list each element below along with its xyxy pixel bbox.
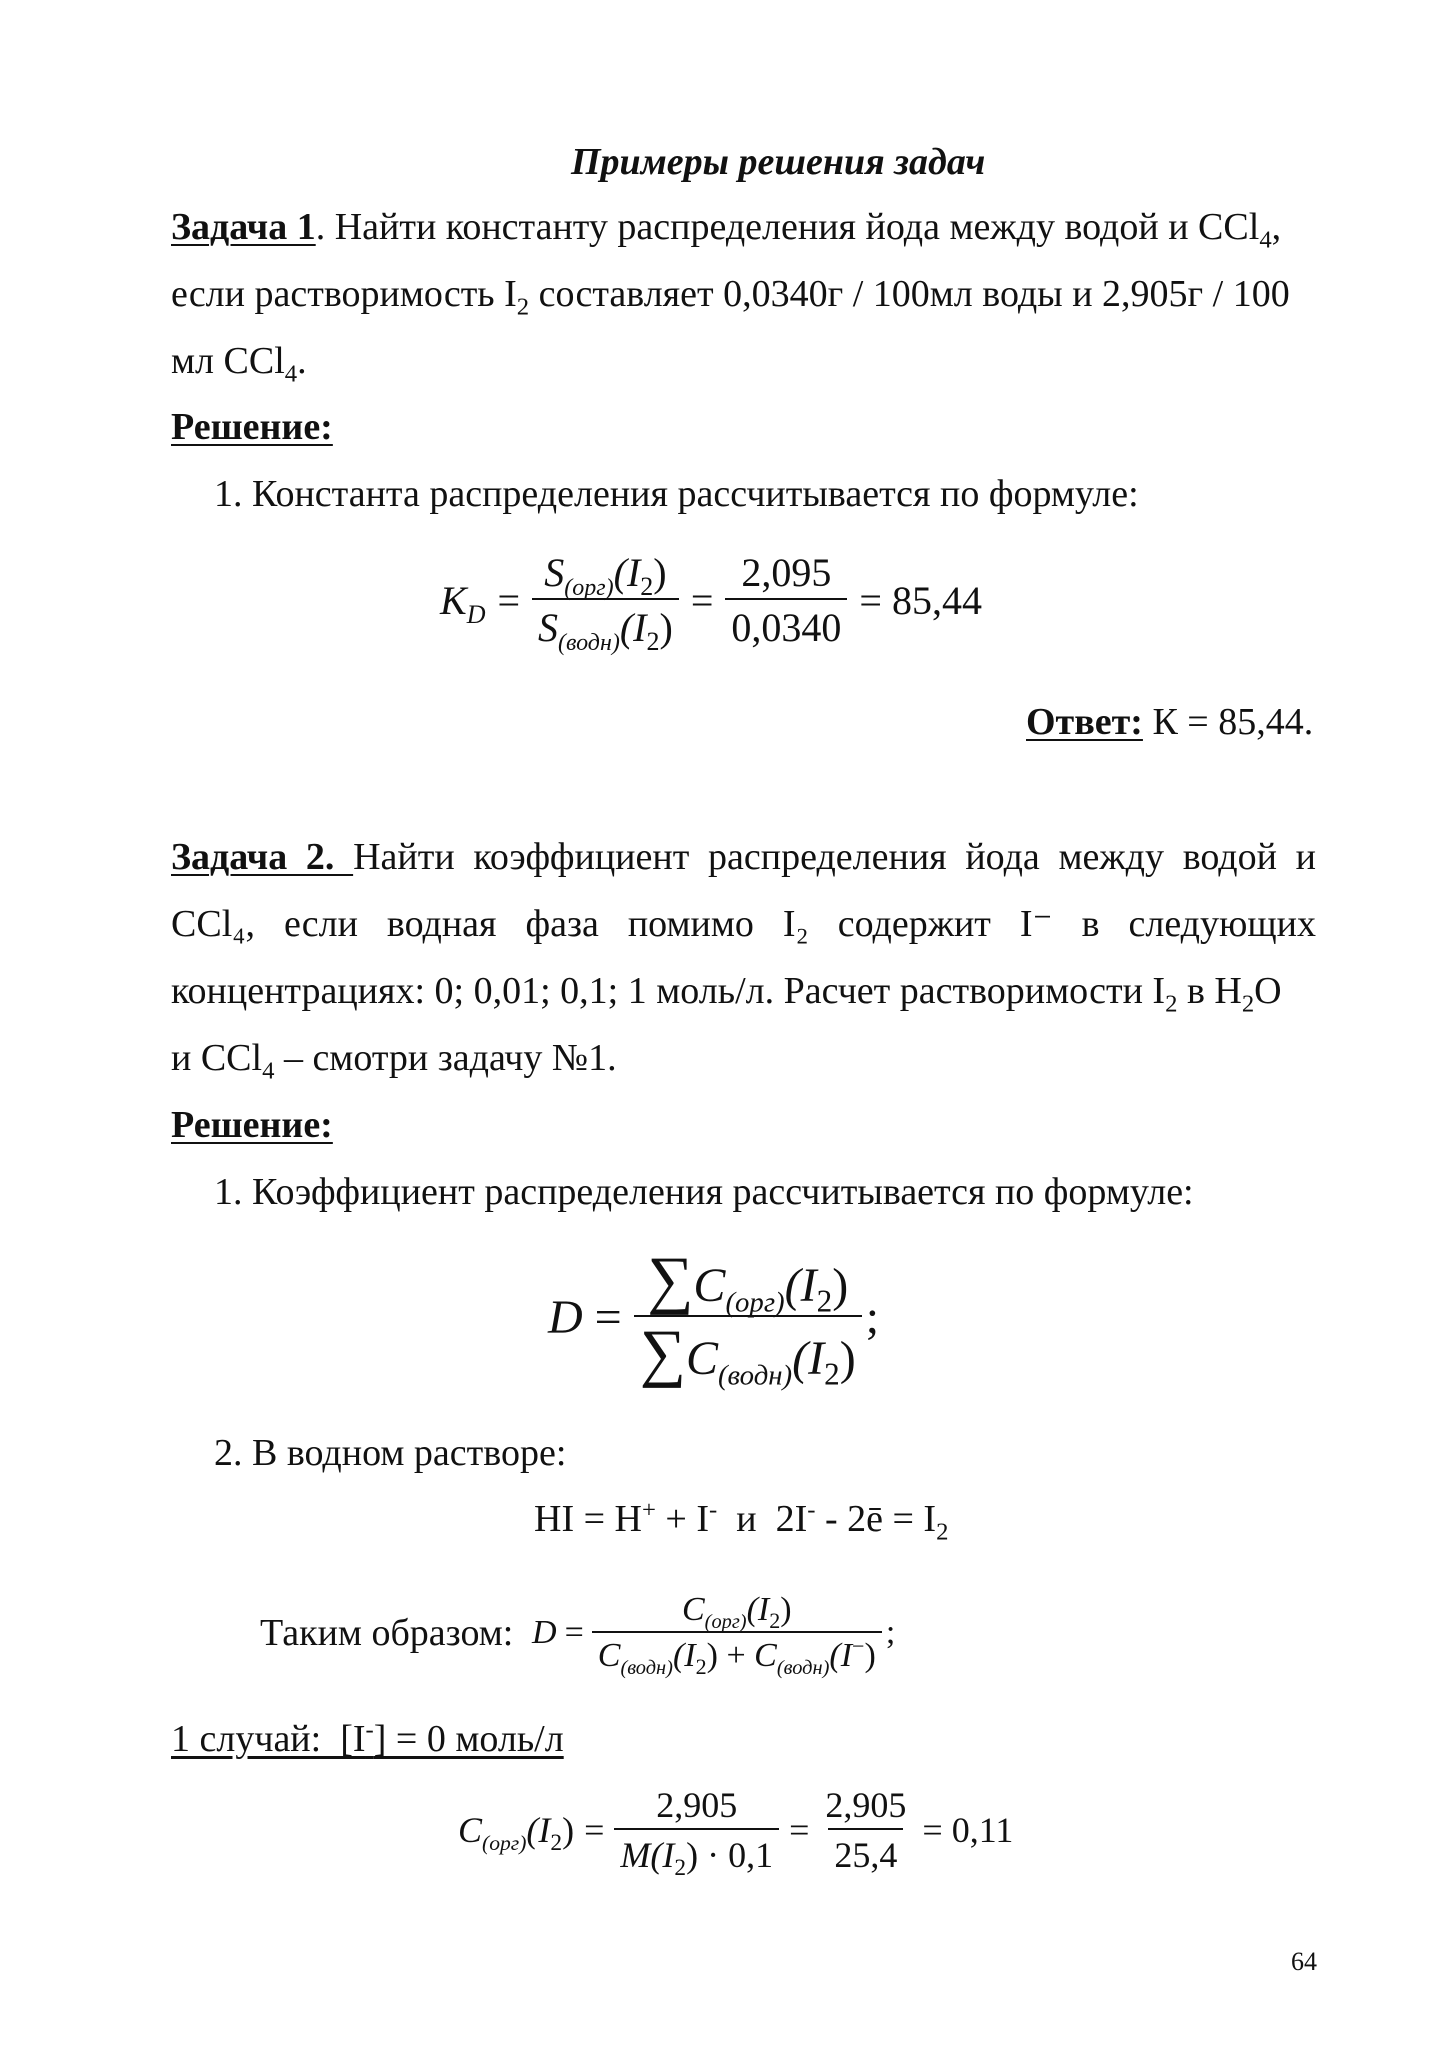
word: если (283, 903, 358, 945)
subscript: 4 (284, 360, 298, 388)
text: мл CCl (171, 340, 285, 382)
equals: = (564, 1614, 584, 1651)
word: в (1081, 903, 1100, 945)
thus-label: Таким образом: (260, 1612, 514, 1654)
section-heading: Примеры решения задач (571, 141, 986, 183)
task1-line2 (171, 273, 1290, 321)
task2-line3 (171, 970, 1282, 1018)
kd-fraction: $\frac{S_{(орг)}(I_2)}{S_{(водн)}(I_2)}$ (532, 549, 679, 651)
task2-step2: 2. В водном растворе: (214, 1432, 567, 1474)
word: фаза (525, 903, 599, 945)
word: водная (386, 903, 497, 945)
semicolon: ; (885, 1614, 896, 1651)
text: составляет 0,0340г / 100мл воды и 2,905г / 100 (529, 273, 1290, 315)
equals: = (594, 1290, 622, 1344)
case1-label: 1 случай: [I-] = 0 моль/л (171, 1716, 564, 1760)
task2-line1 (171, 838, 1316, 876)
task1-text: . Найти константу распределения йода между водой и CCl (315, 206, 1260, 248)
equals: = (690, 577, 714, 623)
text: – смотри задачу №1. (274, 1037, 617, 1079)
answer-value: К = 85,44. (1142, 701, 1314, 743)
word: CCl₄, (171, 903, 255, 945)
subscript: 2 (1241, 990, 1255, 1018)
text: . (297, 340, 307, 382)
d-symbol: D (532, 1614, 557, 1651)
text: концентрациях: 0; 0,01; 0,1; 1 моль/л. Расчет растворимости I (171, 970, 1166, 1012)
subscript: 2 (516, 293, 530, 321)
task1-line3 (171, 340, 307, 388)
task2-label: Задача 2. (171, 836, 354, 878)
answer-label: Ответ: (1026, 701, 1143, 743)
c-org-fraction-2: $\frac{2,905}{25,4}$ (825, 1785, 907, 1875)
kd-result: = 85,44 (859, 577, 982, 623)
formula-c-org (458, 1770, 1013, 1890)
word: следующих (1128, 903, 1316, 945)
formula-kd (440, 540, 982, 660)
task2-line4 (171, 1037, 617, 1085)
formula-d-ions (532, 1568, 895, 1698)
punct: , (1271, 206, 1282, 248)
word: помимо (627, 903, 754, 945)
d-sum-fraction: $\frac{\sum C_{(орг)}(I_2)}{\sum C_{(водн)}(I_2)}$ (634, 1248, 862, 1386)
equals: = (497, 577, 521, 623)
task2-line2 (171, 905, 1316, 943)
d-ions-fraction: $\frac{C_{(орг)}(I_2)}{C_{(водн)}(I_2) + C_{(водн)}(I^-)}$ (592, 1591, 882, 1675)
word: содержит (837, 903, 991, 945)
d-symbol: D (548, 1290, 583, 1344)
word: I₂ (782, 903, 809, 945)
kd-symbol: $K_D$ (440, 577, 486, 629)
semicolon: ; (865, 1290, 880, 1344)
c-org-symbol: $C_{(орг)}(I_2)$ (458, 1810, 575, 1857)
c-org-fraction-1: $\frac{2,905}{M(I_2) \cdot 0,1}$ (614, 1784, 779, 1876)
text: если растворимость I (171, 273, 517, 315)
subscript: 4 (1259, 226, 1272, 254)
kd-value-fraction: $\frac{2,095}{0,0340}$ (725, 549, 847, 651)
task2-step1: 1. Коэффициент распределения рассчитывается по формуле: (214, 1171, 1194, 1213)
page-number: 64 (1291, 1947, 1317, 1976)
equals: = (584, 1810, 605, 1850)
formula-d-sum (548, 1237, 879, 1397)
text: и CCl (171, 1037, 263, 1079)
subscript: 2 (1165, 990, 1178, 1018)
text: O (1254, 970, 1282, 1012)
c-org-result: = 0,11 (922, 1810, 1014, 1850)
task2-solution-label: Решение: (171, 1104, 333, 1146)
task1-answer (1026, 703, 1313, 741)
reaction-equation: HI = H+ + I- и 2I- - 2ē = $I_2$ (534, 1496, 949, 1546)
subscript: 4 (262, 1057, 275, 1085)
equals: = (789, 1810, 810, 1850)
task1-solution-label: Решение: (171, 406, 333, 448)
task2-text: Найти коэффициент распределения йода между водой и (353, 836, 1316, 878)
word: I⁻ (1019, 903, 1053, 945)
text: в H (1177, 970, 1242, 1012)
task1-label: Задача 1 (171, 206, 316, 248)
task1-line1 (171, 206, 1282, 254)
task1-step1: 1. Константа распределения рассчитывается по формуле: (214, 473, 1139, 515)
